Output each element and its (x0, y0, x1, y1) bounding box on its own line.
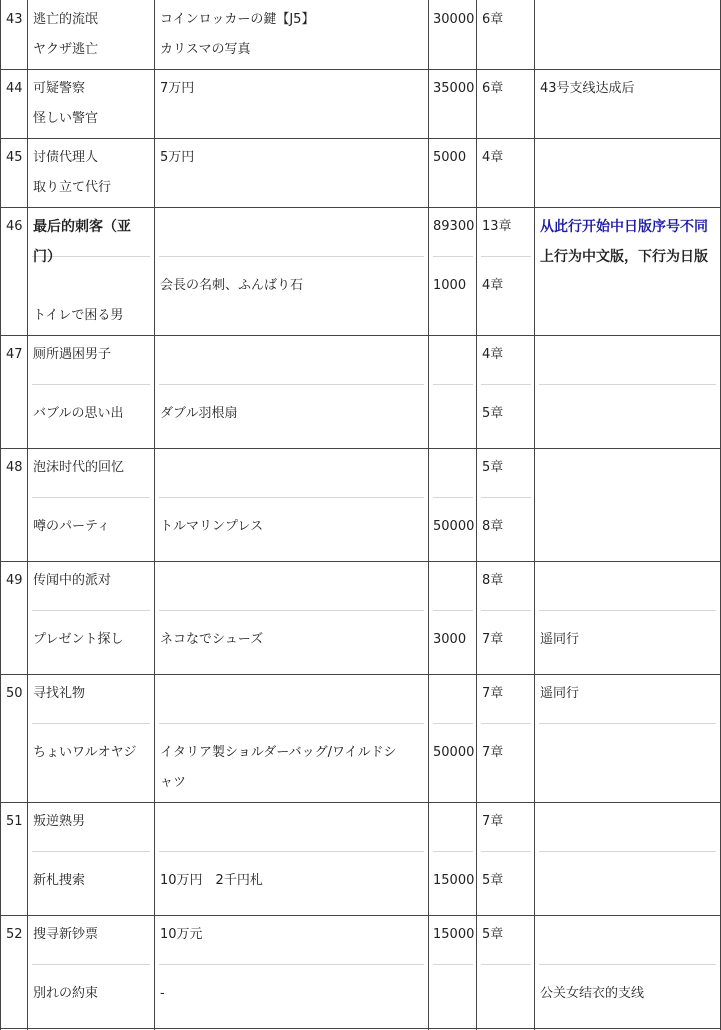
reward-money: 1000 (433, 278, 467, 293)
quest-name-jp: バブルの思い出 (33, 406, 124, 421)
sub-separator (32, 851, 150, 852)
row-number: 45 (6, 150, 23, 165)
chapter: 7章 (482, 814, 504, 829)
sub-separator (481, 384, 531, 385)
row-separator (0, 915, 721, 916)
sub-separator (32, 384, 150, 385)
reward-item: 5万円 (160, 150, 195, 165)
sub-separator (539, 851, 716, 852)
quest-name-jp: プレゼント探し (33, 632, 124, 647)
chapter: 7章 (482, 632, 504, 647)
sub-separator (481, 256, 531, 257)
reward-money: 3000 (433, 632, 467, 647)
sub-separator (433, 723, 473, 724)
reward-item: 7万円 (160, 81, 195, 96)
sub-separator (433, 610, 473, 611)
reward-item: トルマリンプレス (160, 519, 264, 534)
quest-name-jp: ヤクザ逃亡 (33, 42, 99, 57)
reward-item: ャツ (160, 775, 187, 790)
row-separator (0, 448, 721, 449)
row-separator (0, 802, 721, 803)
reward-item: コインロッカーの鍵【J5】 (160, 12, 315, 27)
sub-separator (159, 964, 424, 965)
reward-item: 10万元 (160, 927, 203, 942)
chapter: 5章 (482, 406, 504, 421)
quest-name-cn: 可疑警察 (33, 81, 86, 96)
sub-separator (433, 497, 473, 498)
quest-name-cn: 讨债代理人 (33, 150, 99, 165)
quest-name-cn: 搜寻新钞票 (33, 927, 99, 942)
quest-name-jp: トイレで困る男 (33, 308, 124, 323)
reward-money: 35000 (433, 81, 475, 96)
row-separator (0, 1028, 721, 1029)
row-number: 46 (6, 219, 23, 234)
reward-money: 5000 (433, 150, 467, 165)
reward-item: ネコなでシューズ (160, 632, 264, 647)
chapter: 6章 (482, 81, 504, 96)
reward-item: ダブル羽根扇 (160, 406, 238, 421)
sub-separator (159, 256, 424, 257)
reward-money: 15000 (433, 873, 475, 888)
sub-separator (539, 384, 716, 385)
row-separator (0, 138, 721, 139)
sub-separator (481, 851, 531, 852)
sub-separator (481, 610, 531, 611)
reward-money: 89300 (433, 219, 475, 234)
chapter: 5章 (482, 927, 504, 942)
chapter: 4章 (482, 347, 504, 362)
chapter: 4章 (482, 278, 504, 293)
quest-name-cn: 逃亡的流氓 (33, 12, 99, 27)
note: 上行为中文版，下行为日版 (540, 249, 708, 265)
chapter: 5章 (482, 460, 504, 475)
reward-money: 50000 (433, 519, 475, 534)
reward-item: カリスマの写真 (160, 42, 251, 57)
sub-separator (159, 723, 424, 724)
sub-separator (539, 964, 716, 965)
sub-separator (159, 610, 424, 611)
reward-item: 会長の名刺、ふんばり石 (160, 278, 304, 293)
chapter: 6章 (482, 12, 504, 27)
row-separator (0, 674, 721, 675)
row-number: 52 (6, 927, 23, 942)
sub-separator (159, 851, 424, 852)
sub-separator (481, 497, 531, 498)
quest-name-jp: 新札捜索 (33, 873, 86, 888)
row-number: 44 (6, 81, 23, 96)
reward-item: 10万円 2千円札 (160, 873, 263, 888)
table-border (428, 0, 429, 1030)
quest-name-cn: 传闻中的派对 (33, 573, 112, 588)
sub-separator (32, 964, 150, 965)
quest-name-cn: 厕所遇困男子 (33, 347, 112, 362)
row-number: 43 (6, 12, 23, 27)
sub-separator (433, 256, 473, 257)
sub-separator (481, 723, 531, 724)
note: 43号支线达成后 (540, 81, 635, 96)
row-number: 49 (6, 573, 23, 588)
sub-separator (32, 497, 150, 498)
quest-name-jp: ちょいワルオヤジ (33, 745, 137, 760)
sub-separator (539, 610, 716, 611)
quest-name-jp: 別れの約束 (33, 986, 99, 1001)
sub-separator (433, 384, 473, 385)
quest-name-jp: 怪しい警官 (33, 111, 99, 126)
sub-separator (32, 723, 150, 724)
note: 从此行开始中日版序号不同 (540, 219, 708, 235)
reward-item: イタリア製ショルダーバッグ/ワイルドシ (160, 745, 397, 760)
quest-name-cn: 寻找礼物 (33, 686, 86, 701)
table-border (0, 0, 1, 1030)
chapter: 8章 (482, 519, 504, 534)
table-border (154, 0, 155, 1030)
reward-money: 15000 (433, 927, 475, 942)
row-separator (0, 335, 721, 336)
table-border (476, 0, 477, 1030)
row-number: 51 (6, 814, 23, 829)
reward-item: - (160, 986, 165, 1001)
note: 遥同行 (540, 632, 580, 647)
note: 遥同行 (540, 686, 580, 701)
row-separator (0, 561, 721, 562)
row-separator (0, 207, 721, 208)
quest-name-jp: 噂のパーティ (33, 519, 110, 534)
reward-money: 30000 (433, 12, 475, 27)
chapter: 8章 (482, 573, 504, 588)
sub-separator (433, 964, 473, 965)
sub-separator (32, 610, 150, 611)
chapter: 4章 (482, 150, 504, 165)
table-border (534, 0, 535, 1030)
quest-name-cn: 叛逆熟男 (33, 814, 86, 829)
note: 公关女结衣的支线 (540, 986, 645, 1001)
row-separator (0, 69, 721, 70)
row-number: 50 (6, 686, 23, 701)
row-number: 47 (6, 347, 23, 362)
sub-separator (159, 384, 424, 385)
chapter: 5章 (482, 873, 504, 888)
reward-money: 50000 (433, 745, 475, 760)
sub-separator (433, 851, 473, 852)
row-number: 48 (6, 460, 23, 475)
quest-name-cn: 泡沫时代的回忆 (33, 460, 125, 475)
chapter: 7章 (482, 745, 504, 760)
quest-name-cn: 最后的刺客（亚 (33, 219, 131, 235)
table-border (27, 0, 28, 1030)
sub-separator (159, 497, 424, 498)
quest-name-cn: 门） (33, 249, 61, 265)
chapter: 7章 (482, 686, 504, 701)
chapter: 13章 (482, 219, 512, 234)
sub-separator (539, 723, 716, 724)
quest-name-jp: 取り立て代行 (33, 180, 112, 195)
sub-separator (481, 964, 531, 965)
